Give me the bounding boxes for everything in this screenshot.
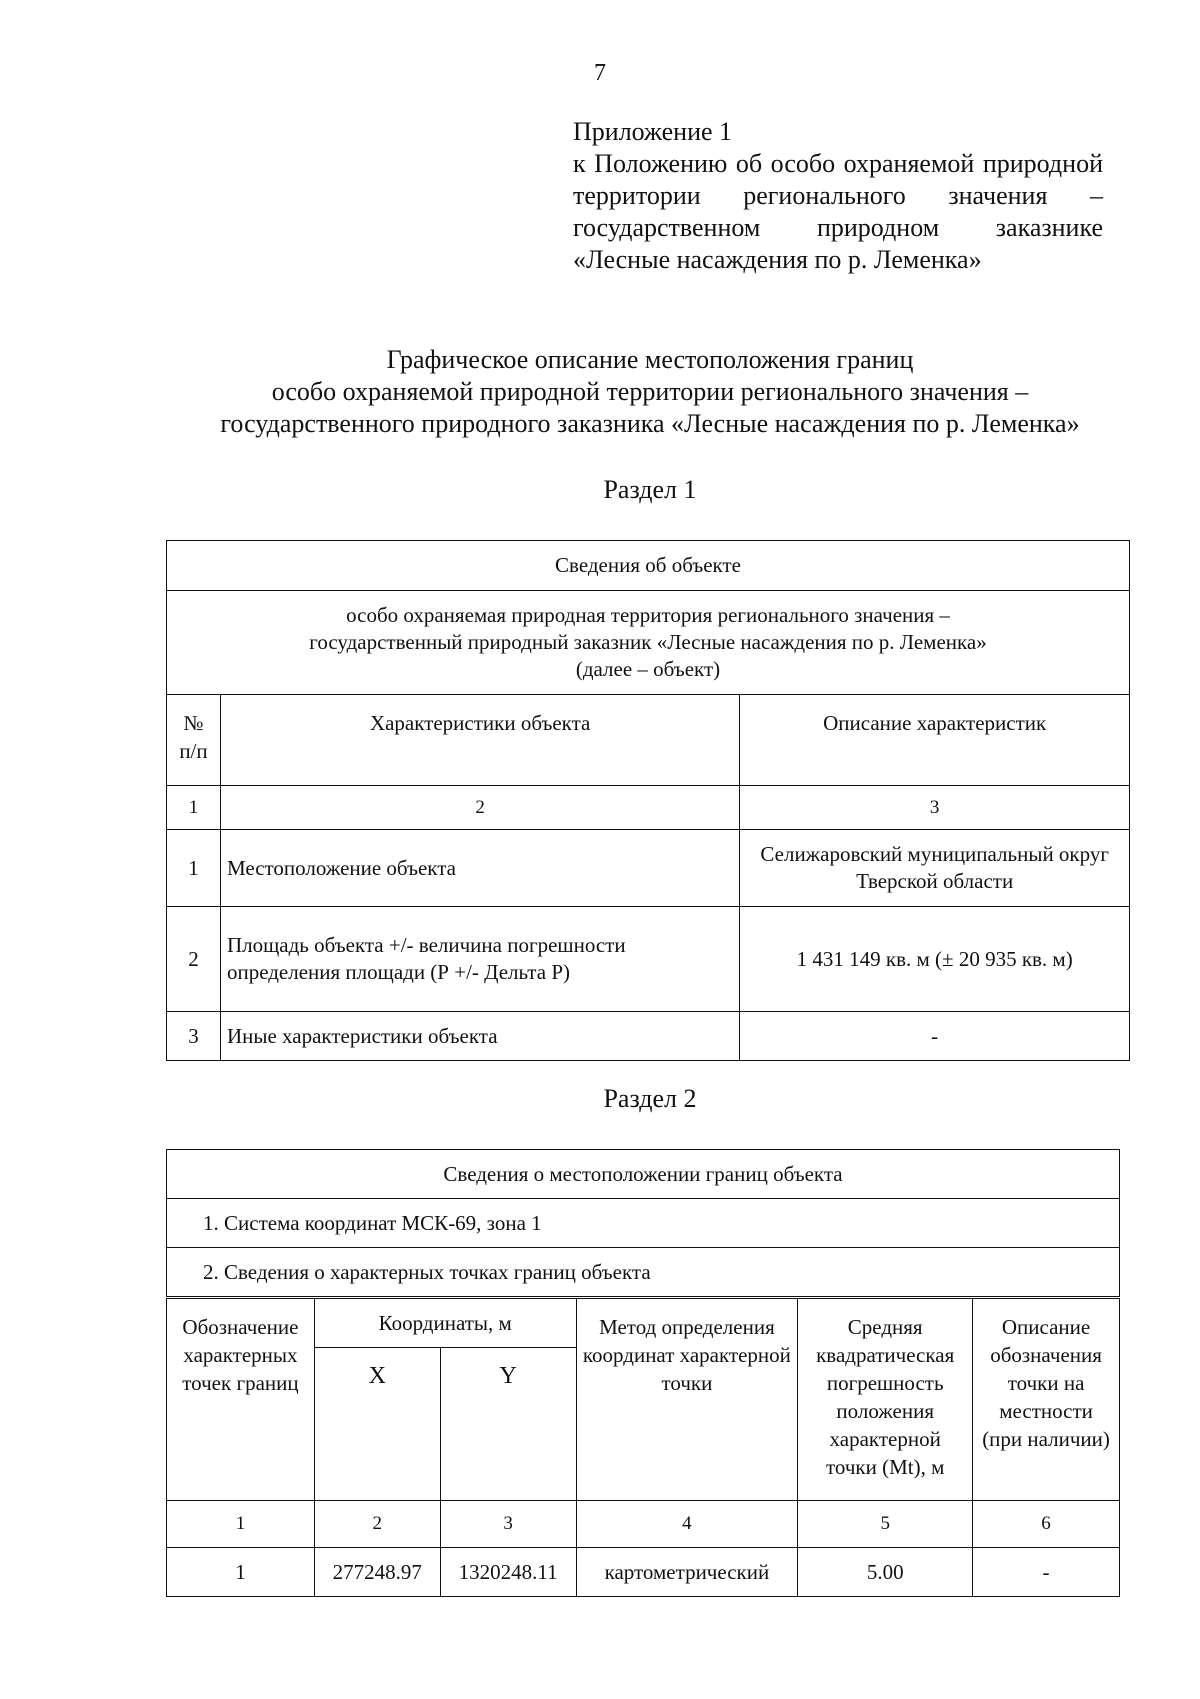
boundary-points-table bbox=[166, 1298, 1120, 1597]
row-number: 1 bbox=[167, 830, 221, 907]
point-location: - bbox=[973, 1548, 1120, 1597]
object-name-cell bbox=[167, 591, 1130, 695]
column-header-x: X bbox=[314, 1348, 440, 1501]
column-index: 1 bbox=[167, 786, 221, 830]
table-title: Сведения об объекте bbox=[167, 541, 1130, 591]
table-row bbox=[167, 1548, 1120, 1597]
column-header: Характеристики объекта bbox=[220, 695, 739, 786]
boundary-info-header-table bbox=[166, 1149, 1120, 1297]
row-description: 1 431 149 кв. м (± 20 935 кв. м) bbox=[740, 907, 1130, 1012]
column-index: 3 bbox=[740, 786, 1130, 830]
table-row bbox=[167, 830, 1130, 907]
table-title: Сведения о местоположении границ объекта bbox=[167, 1150, 1120, 1199]
page-number: 7 bbox=[594, 60, 606, 86]
point-designation: 1 bbox=[167, 1548, 315, 1597]
document-title bbox=[100, 344, 1200, 440]
title-line: особо охраняемой природной территории регионального значения – bbox=[271, 377, 1029, 406]
column-index: 5 bbox=[798, 1501, 973, 1548]
column-header: Координаты, м bbox=[314, 1299, 576, 1348]
column-header: Метод определения координат характерной точки bbox=[576, 1299, 798, 1501]
row-characteristic: Иные характеристики объекта bbox=[220, 1012, 739, 1061]
table-row bbox=[167, 907, 1130, 1012]
object-name-line: (далее – объект) bbox=[575, 657, 721, 681]
appendix-caption: Приложение 1 bbox=[573, 117, 733, 146]
column-header: № п/п bbox=[167, 695, 221, 786]
section-2-heading: Раздел 2 bbox=[603, 1084, 697, 1113]
row-characteristic: Местоположение объекта bbox=[220, 830, 739, 907]
row-characteristic: Площадь объекта +/- величина погрешности определения площади (Р +/- Дельта Р) bbox=[220, 907, 739, 1012]
title-line: государственного природного заказника «Лесные насаждения по р. Леменка» bbox=[220, 409, 1080, 438]
row-description: - bbox=[740, 1012, 1130, 1061]
point-method: картометрический bbox=[576, 1548, 798, 1597]
object-name-line: особо охраняемая природная территория регионального значения – bbox=[346, 603, 950, 627]
object-name-line: государственный природный заказник «Лесные насаждения по р. Леменка» bbox=[309, 630, 987, 654]
column-index: 3 bbox=[440, 1501, 576, 1548]
column-header: Обозначение характерных точек границ bbox=[167, 1299, 315, 1501]
point-x: 277248.97 bbox=[314, 1548, 440, 1597]
point-error: 5.00 bbox=[798, 1548, 973, 1597]
section-1-heading: Раздел 1 bbox=[603, 475, 697, 504]
column-header-y: Y bbox=[440, 1348, 576, 1501]
appendix-text: к Положению об особо охраняемой природной территории регионального значения – государственном природном заказнике «Лесные насаждения по р. Леменка» bbox=[573, 149, 1103, 274]
table-row bbox=[167, 1012, 1130, 1061]
point-y: 1320248.11 bbox=[440, 1548, 576, 1597]
title-line: Графическое описание местоположения границ bbox=[386, 345, 914, 374]
row-number: 3 bbox=[167, 1012, 221, 1061]
row-description: Селижаровский муниципальный округ Тверской области bbox=[740, 830, 1130, 907]
column-index: 2 bbox=[314, 1501, 440, 1548]
column-header: Средняя квадратическая погрешность положения характерной точки (Mt), м bbox=[798, 1299, 973, 1501]
points-title: 2. Сведения о характерных точках границ объекта bbox=[167, 1248, 1120, 1297]
coordinate-system: 1. Система координат МСК-69, зона 1 bbox=[167, 1199, 1120, 1248]
column-index: 2 bbox=[220, 786, 739, 830]
column-index: 6 bbox=[973, 1501, 1120, 1548]
appendix-reference bbox=[573, 116, 1103, 276]
column-header: Описание обозначения точки на местности (при наличии) bbox=[973, 1299, 1120, 1501]
object-info-table bbox=[166, 540, 1130, 1061]
row-number: 2 bbox=[167, 907, 221, 1012]
column-index: 1 bbox=[167, 1501, 315, 1548]
column-header: Описание характеристик bbox=[740, 695, 1130, 786]
column-index: 4 bbox=[576, 1501, 798, 1548]
